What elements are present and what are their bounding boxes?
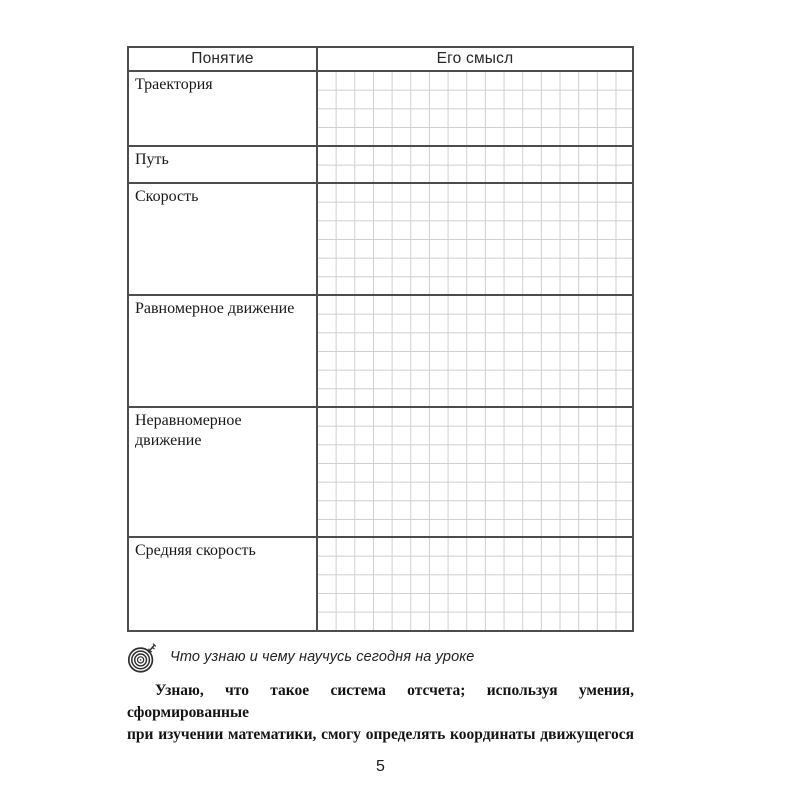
concept-label: Средняя скорость [129, 538, 318, 629]
header-concept: Понятие [129, 48, 318, 70]
answer-grid-area[interactable] [318, 72, 632, 145]
table-row [129, 147, 632, 184]
table-row [129, 538, 632, 629]
table-row [129, 72, 632, 147]
workbook-page [127, 0, 634, 776]
lesson-goal-paragraph [127, 680, 634, 746]
concept-label: Скорость [129, 184, 318, 294]
answer-grid-area[interactable] [318, 147, 632, 182]
goal-text-line: при изучении математики, смогу определять координаты движущегося [127, 725, 634, 743]
table-row [129, 408, 632, 539]
concept-label: Неравномерное движение [129, 408, 318, 537]
answer-grid-area[interactable] [318, 538, 632, 629]
concept-label: Траектория [129, 72, 318, 145]
lesson-goal-header [127, 643, 634, 674]
answer-grid-area[interactable] [318, 184, 632, 294]
table-row [129, 184, 632, 296]
lesson-goal-heading: Что узнаю и чему научусь сегодня на уроке [170, 649, 475, 666]
concept-label: Путь [129, 147, 318, 182]
table-row [129, 296, 632, 408]
table-header-row [129, 48, 632, 72]
header-meaning: Его смысл [436, 50, 514, 67]
concept-table [127, 46, 634, 632]
goal-text-line: Узнаю, что такое система отсчета; используя умения, сформированные [127, 681, 634, 721]
table-body [129, 72, 632, 630]
target-dart-icon [127, 643, 157, 674]
page-number: 5 [376, 757, 385, 775]
answer-grid-area[interactable] [318, 408, 632, 537]
concept-label: Равномерное движение [129, 296, 318, 406]
answer-grid-area[interactable] [318, 296, 632, 406]
